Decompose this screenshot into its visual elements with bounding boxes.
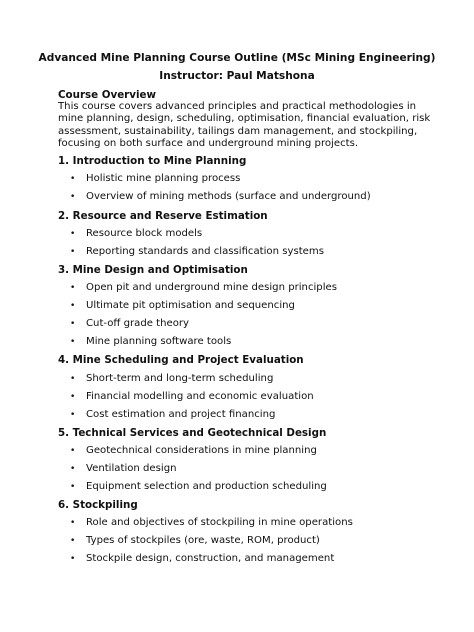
- section-heading: 5. Technical Services and Geotechnical Design: [58, 427, 327, 439]
- list-item: [70, 318, 189, 329]
- document-title: Advanced Mine Planning Course Outline (MSc Mining Engineering): [38, 52, 436, 64]
- list-item-text: Mine planning software tools: [86, 336, 232, 347]
- list-item: [70, 463, 177, 474]
- overview-paragraph: [58, 101, 430, 150]
- bullet-icon: •: [70, 229, 76, 239]
- overview-heading: Course Overview: [58, 89, 157, 101]
- list-item: [70, 173, 240, 184]
- bullet-icon: •: [70, 319, 76, 329]
- list-item-text: Holistic mine planning process: [86, 173, 241, 184]
- section-heading: 1. Introduction to Mine Planning: [58, 155, 247, 167]
- bullet-icon: •: [70, 464, 76, 474]
- overview-line: focusing on both surface and underground mining projects.: [58, 137, 359, 149]
- section-heading: 2. Resource and Reserve Estimation: [58, 210, 268, 222]
- list-item-text: Ultimate pit optimisation and sequencing: [86, 300, 295, 311]
- overview-line: mine planning, design, scheduling, optimisation, financial evaluation, risk: [58, 113, 431, 125]
- overview-line: This course covers advanced principles and practical methodologies in: [58, 101, 417, 112]
- bullet-icon: •: [70, 192, 76, 202]
- bullet-icon: •: [70, 410, 76, 420]
- list-item: [70, 445, 317, 456]
- section-heading: 4. Mine Scheduling and Project Evaluation: [58, 354, 304, 366]
- bullet-icon: •: [70, 174, 76, 184]
- bullet-icon: •: [70, 392, 76, 402]
- list-item-text: Open pit and underground mine design principles: [86, 282, 337, 293]
- bullet-icon: •: [70, 554, 76, 564]
- list-item: [70, 300, 295, 311]
- bullet-icon: •: [70, 518, 76, 528]
- list-item: [70, 191, 371, 202]
- list-item-text: Ventilation design: [86, 463, 177, 474]
- list-item-text: Cost estimation and project financing: [86, 409, 276, 420]
- list-item: [70, 517, 353, 528]
- bullet-icon: •: [70, 337, 76, 347]
- instructor-line: Instructor: Paul Matshona: [159, 70, 315, 82]
- list-item-text: Short-term and long-term scheduling: [86, 373, 274, 384]
- list-item-text: Stockpile design, construction, and management: [86, 553, 335, 564]
- bullet-icon: •: [70, 482, 76, 492]
- list-item: [70, 228, 202, 239]
- section-heading: 3. Mine Design and Optimisation: [58, 264, 248, 276]
- overview-line: assessment, sustainability, tailings dam management, and stockpiling,: [58, 125, 418, 137]
- bullet-icon: •: [70, 374, 76, 384]
- list-item-text: Role and objectives of stockpiling in mine operations: [86, 517, 353, 528]
- list-item-text: Financial modelling and economic evaluation: [86, 391, 314, 402]
- list-item-text: Resource block models: [86, 228, 203, 239]
- list-item-text: Equipment selection and production scheduling: [86, 481, 327, 492]
- bullet-icon: •: [70, 446, 76, 456]
- list-item: [70, 373, 273, 384]
- bullet-icon: •: [70, 536, 76, 546]
- list-item-text: Types of stockpiles (ore, waste, ROM, product): [86, 535, 320, 546]
- bullet-icon: •: [70, 301, 76, 311]
- section-heading: 6. Stockpiling: [58, 499, 138, 511]
- bullet-icon: •: [70, 283, 76, 293]
- list-item: [70, 282, 337, 293]
- list-item-text: Overview of mining methods (surface and underground): [86, 191, 371, 202]
- list-item: [70, 336, 231, 347]
- list-item: [70, 409, 275, 420]
- list-item-text: Cut-off grade theory: [86, 318, 190, 329]
- list-item: [70, 535, 320, 546]
- list-item-text: Reporting standards and classification systems: [86, 246, 324, 257]
- list-item: [70, 553, 334, 564]
- list-item-text: Geotechnical considerations in mine planning: [86, 445, 317, 456]
- bullet-icon: •: [70, 247, 76, 257]
- list-item: [70, 391, 314, 402]
- list-item: [70, 481, 327, 492]
- list-item: [70, 246, 324, 257]
